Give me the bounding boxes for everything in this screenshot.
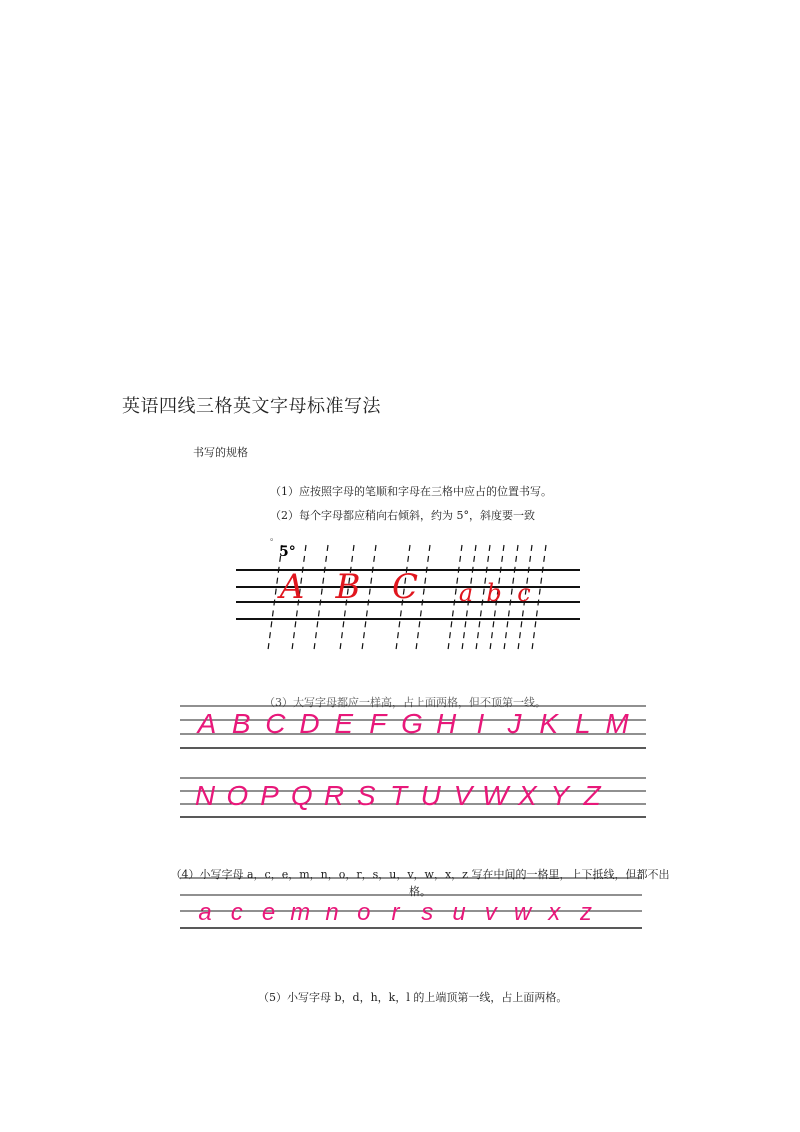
- letter-glyph: I: [476, 708, 485, 739]
- uppercase-grid-row-2: [180, 778, 646, 817]
- letter-glyph: o: [357, 899, 371, 926]
- slant-guide-line: [462, 545, 476, 650]
- letter-glyph: A: [197, 708, 217, 739]
- demo-lower-letter: c: [517, 579, 531, 607]
- letter-glyph: K: [539, 708, 559, 739]
- letter-glyph: D: [299, 708, 320, 739]
- page-title: 英语四线三格英文字母标准写法: [122, 396, 381, 417]
- letter-glyph: T: [389, 780, 408, 811]
- letter-glyph: H: [436, 708, 457, 739]
- letter-glyph: s: [421, 899, 434, 926]
- slant-guide-line: [362, 545, 376, 650]
- letter-glyph: Z: [583, 780, 601, 811]
- letter-glyph: P: [260, 780, 279, 811]
- letter-glyph: n: [325, 899, 339, 926]
- letter-glyph: N: [194, 780, 216, 811]
- demo-upper-letter: A: [279, 567, 305, 607]
- slant-guide-line: [448, 545, 462, 650]
- letter-glyph: G: [401, 708, 423, 739]
- letter-glyph: e: [261, 899, 276, 926]
- letter-glyph: M: [605, 708, 629, 739]
- letter-glyph: S: [356, 780, 376, 811]
- uppercase-grid-row-1: [180, 706, 646, 748]
- letter-glyph: R: [323, 780, 345, 811]
- demo-dot: 。: [270, 533, 280, 543]
- letter-glyph: L: [575, 708, 591, 739]
- demo-upper-letter: B: [335, 567, 361, 607]
- letter-glyph: E: [334, 708, 354, 739]
- angle-label: 5°: [279, 544, 296, 560]
- rule-4: （4）小写字母 a，c，e，m，n，o，r，s，u，v，w，x，z 写在中间的一格里，上下抵线，但都不出格。: [170, 868, 670, 898]
- demo-upper-letter: C: [391, 567, 419, 607]
- letter-glyph: x: [548, 899, 561, 926]
- letter-glyph: J: [507, 708, 522, 739]
- letter-glyph: V: [453, 780, 473, 811]
- letter-glyph: B: [231, 708, 251, 739]
- letter-glyph: z: [580, 899, 592, 926]
- letter-glyph: u: [452, 899, 466, 926]
- slant-guide-line: [292, 545, 306, 650]
- letter-glyph: m: [290, 899, 311, 926]
- section-subtitle: 书写的规格: [193, 446, 248, 459]
- slant-guide-line: [532, 545, 546, 650]
- letter-glyph: Y: [550, 780, 570, 811]
- slant-guide-line: [476, 545, 490, 650]
- letter-glyph: v: [484, 899, 497, 926]
- letter-glyph: O: [226, 780, 249, 811]
- rule-2: （2）每个字母都应稍向右倾斜，约为 5°，斜度要一致: [270, 509, 535, 522]
- slant-guide-line: [416, 545, 430, 650]
- letter-glyph: X: [518, 780, 537, 811]
- rule-5: （5）小写字母 b，d，h，k，l 的上端顶第一线，占上面两格。: [258, 991, 568, 1004]
- rule-1: （1）应按照字母的笔顺和字母在三格中应占的位置书写。: [270, 485, 552, 498]
- letter-glyph: C: [265, 708, 286, 739]
- letter-glyph: U: [420, 780, 441, 811]
- letter-glyph: c: [230, 899, 243, 926]
- slant-guide-line: [268, 545, 282, 650]
- slant-guide-line: [518, 545, 532, 650]
- demo-lower-letter: b: [486, 579, 502, 607]
- rule-3: （3）大写字母都应一样高，占上面两格，但不顶第一线。: [264, 696, 546, 709]
- slant-guide-line: [396, 545, 410, 650]
- demo-lower-letter: a: [458, 579, 474, 607]
- letter-glyph: W: [482, 780, 509, 811]
- letter-glyph: a: [198, 899, 212, 926]
- letter-glyph: r: [391, 899, 400, 926]
- slant-guide-line: [314, 545, 328, 650]
- letter-glyph: F: [369, 708, 387, 739]
- letter-glyph: w: [513, 899, 532, 926]
- slant-guide-line: [490, 545, 504, 650]
- slant-guide-line: [504, 545, 518, 650]
- letter-glyph: Q: [290, 780, 313, 811]
- slant-guide-line: [340, 545, 354, 650]
